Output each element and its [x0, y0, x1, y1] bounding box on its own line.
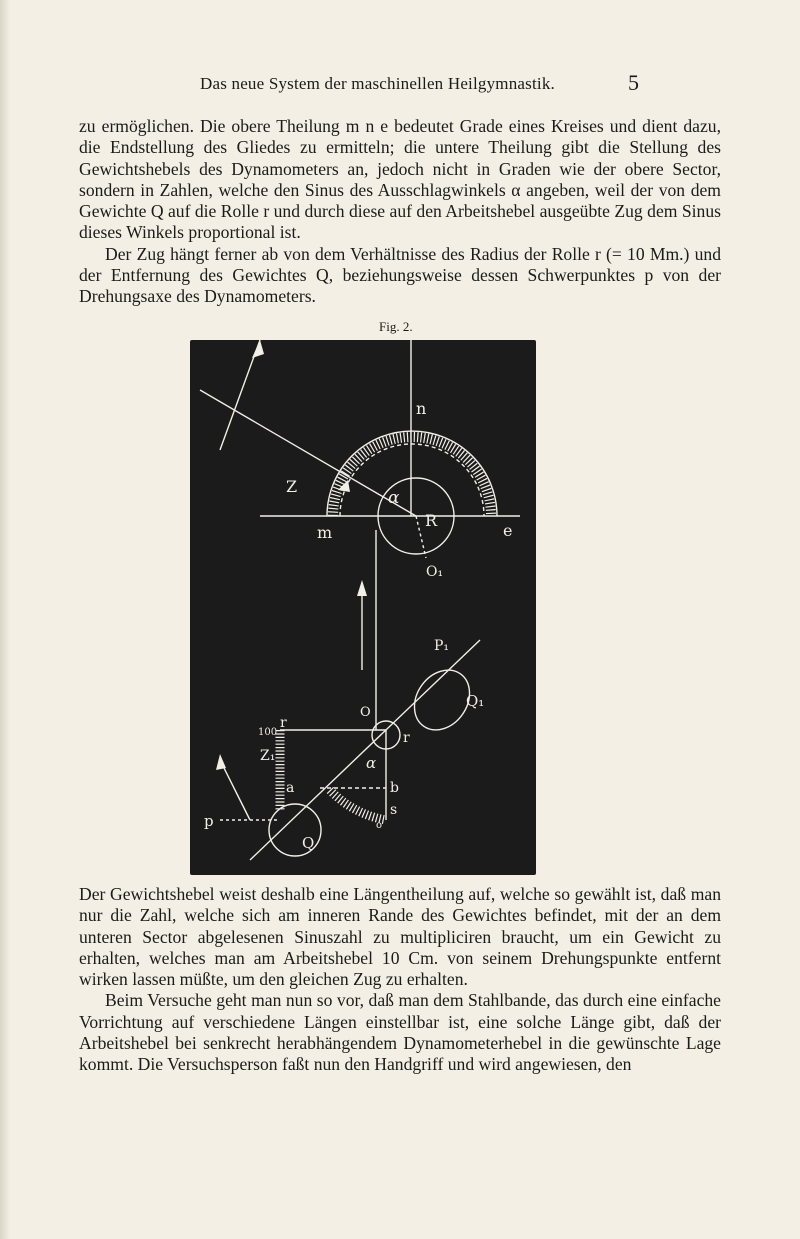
label-r-small: r: [280, 715, 287, 731]
label-O: O: [360, 705, 371, 720]
pull-line-Z: [200, 390, 416, 516]
label-alpha-top: α: [388, 488, 400, 508]
label-m: m: [317, 523, 333, 542]
text-block-bottom: [79, 884, 721, 1076]
label-r-middle: r: [403, 730, 410, 746]
paragraph-3: Der Gewichtshebel weist deshalb eine Längentheilung auf, welche so gewählt ist, daß man nur die Zahl, welche sich am inneren Rande des Gewichtes befindet, mit der an dem unteren Sector abgelesenen Sinuszahl zu multipliciren braucht, um ein Gewicht zu erhalten, welches man am Arbeitshebel 10 Cm. von seinem Drehungspunkte entfernt wirken lassen müßte, um den gleichen Zug zu erhalten.: [79, 884, 721, 990]
label-R: R: [425, 511, 438, 530]
label-a: a: [286, 780, 295, 796]
upper-sector-inner: [340, 444, 484, 516]
paragraph-2: Der Zug hängt ferner ab von dem Verhältnisse des Radius der Rolle r (= 10 Mm.) und der Entfernung des Gewichtes Q, beziehungsweise dessen Schwerpunktes p von der Drehungsaxe des Dynamometers.: [79, 243, 721, 307]
label-Z1: Z₁: [260, 748, 276, 764]
running-header: Das neue System der maschinellen Heilgymnastik.: [200, 74, 555, 93]
paragraph-1: zu ermöglichen. Die obere Theilung m n e bedeutet Grade eines Kreises und dient dazu, die Endstellung des Gliedes zu ermitteln; die untere Theilung gibt die Stellung des Gewichtshebels des Dynamometers an, jedoch nicht in Graden wie der obere Sector, sondern in Zahlen, welche den Sinus des Ausschlagwinkels α angeben, weil der von dem Gewichte Q auf die Rolle r und durch diese auf den Arbeitshebel ausgeübte Zug dem Sinus dieses Winkels proportional ist.: [79, 116, 721, 243]
label-100: 100: [258, 727, 278, 738]
label-e: e: [503, 521, 513, 540]
label-O1: O₁: [426, 564, 444, 580]
arrow-head-middle: [357, 580, 367, 596]
upper-sector-scale: [333, 437, 491, 516]
page-number: 5: [628, 70, 639, 95]
arrow-head-lower-left: [216, 754, 226, 770]
figure-caption: Fig. 2.: [379, 319, 413, 334]
lower-sector-scale: [330, 790, 386, 820]
diagonal-lever: [250, 640, 480, 860]
dynamometer-diagram: [190, 340, 536, 875]
label-Z: Z: [286, 477, 298, 496]
label-Q1: Q₁: [466, 692, 485, 710]
label-alpha-bottom: α: [366, 754, 377, 772]
text-block-top: [79, 116, 721, 308]
paragraph-4: Beim Versuche geht man nun so vor, daß man dem Stahlbande, das durch eine einfache Vorrichtung auf verschiedene Längen einstellbar ist, eine solche Länge gibt, daß der Arbeitshebel bei senkrecht herabhängendem Dynamometerhebel in die gewünschte Lage kommt. Die Versuchsperson faßt nun den Handgriff und wird angewiesen, den: [79, 990, 721, 1075]
arrow-head-upper-left: [252, 340, 264, 358]
label-p: p: [204, 812, 214, 830]
label-s: s: [390, 802, 398, 818]
label-Q: Q: [302, 834, 315, 852]
page-edge: [0, 0, 10, 1239]
label-b: b: [390, 780, 399, 796]
figure-2-diagram: [190, 340, 536, 875]
label-P1: P₁: [434, 638, 450, 654]
label-n: n: [416, 399, 427, 418]
label-zero: o: [376, 820, 383, 831]
arrow-shaft-lower-left: [220, 760, 250, 820]
